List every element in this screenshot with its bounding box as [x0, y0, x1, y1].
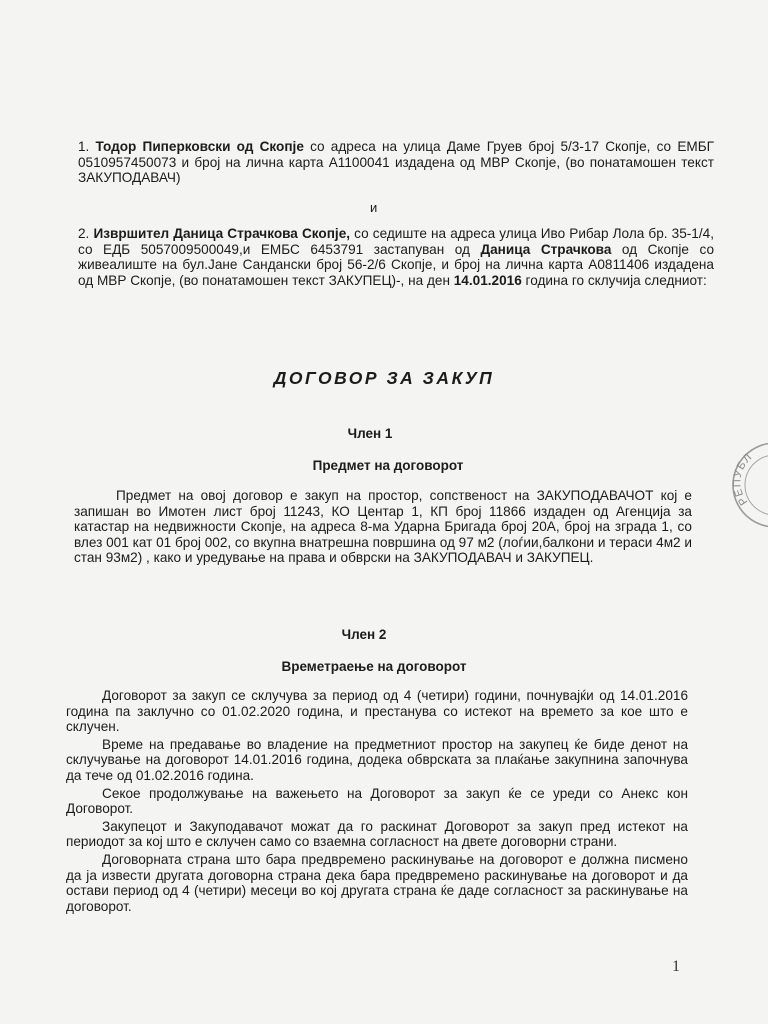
party-1-name: Тодор Пиперковски од Скопје: [95, 139, 304, 154]
article-2-paragraph: Договорот за закуп се склучува за период од 4 (четири) години, почнувајќи од 14.01.2016 година па заклучно со 01.02.2020 година, и престанува со истекот на времето за кое што е склучен.: [66, 688, 688, 735]
party-2-paragraph: [78, 226, 714, 288]
article-1-text: Предмет на овој договор е закуп на простор, сопственост на ЗАКУПОДАВАЧОТ кој е запишан во Имотен лист број 11243, КО Центар 1, КП број 11866 издаден од Агенција за катастар на недвижности Скопје, на адреса 8-ма Ударна Бригада број 20А, број на зграда 1, со влез 001 кат 01 број 002, со вкупна внатрешна површина од 97 м2 (лоѓии,балкони и тераси 4м2 и стан 93м2) , како и уредување на права и обврски на ЗАКУПОДАВАЧ и ЗАКУПЕЦ.: [74, 488, 692, 566]
article-2-subheading: Времетраење на договорот: [281, 659, 467, 674]
article-2-paragraph: Време на предавање во владение на предметниот простор на закупец ќе биде денот на склучување на договорот 14.01.2016 година, додека обврската за плаќање закупнина започнува да тече од 01.02.2016 година.: [66, 736, 688, 783]
party-1-details: со адреса на улица Даме Груев број 5/3-17 Скопје, со ЕМБГ 0510957450073 и број на лична карта А1100041 издадена од МВР Скопје, (во понатамошен текст ЗАКУПОДАВАЧ): [78, 139, 714, 186]
article-1-heading: Член 1: [347, 426, 393, 441]
party-2-representative: Даница Страчкова: [480, 241, 612, 257]
party-1-number: 1.: [78, 139, 96, 154]
party-1-paragraph: [78, 139, 714, 186]
contract-date: 14.01.2016: [453, 272, 522, 288]
official-seal-stamp: [730, 440, 768, 530]
party-2-details-c: година го склучија следниот:: [521, 272, 707, 288]
conjunction: и: [370, 200, 378, 215]
party-2-number: 2.: [78, 226, 94, 241]
page-number: 1: [672, 958, 680, 975]
party-2-name: Извршител Даница Страчкова Скопје,: [93, 226, 351, 241]
article-2-paragraph: Секое продолжување на важењето на Договорот за закуп ќе се уреди со Анекс кон Договорот.: [66, 785, 688, 817]
document-title: ДОГОВОР ЗА ЗАКУП: [273, 368, 495, 388]
party-2-details-b: од Скопје со живеалиште на бул.Јане Сандански број 56-2/6 Скопје, и број на лична карта А0811406 издадена од МВР Скопје, (во понатамошен текст ЗАКУПЕЦ)-, на ден: [78, 241, 714, 288]
article-2-body: [66, 688, 688, 916]
seal-text: РЕПУБЛ: [731, 450, 755, 508]
party-2-details-a: со седиште на адреса улица Иво Рибар Лола бр. 35-1/4, со ЕДБ 5057009500049,и ЕМБС 6453791 застапуван од: [78, 226, 714, 257]
article-2-heading: Член 2: [341, 627, 387, 642]
article-2-paragraph: Договорната страна што бара предвремено раскинување на договорот е должна писмено да ја извести другата договорна страна дека бара предвремено раскинување на договорот и да остави период од 4 (четири) месеци во кој другата страна ќе даде согласност за раскинување на договорот.: [66, 851, 688, 914]
article-1-subheading: Предмет на договорот: [312, 458, 464, 473]
article-2-paragraph: Закупецот и Закуподавачот можат да го раскинат Договорот за закуп пред истекот на периодот за кој што е склучен само со взаемна согласност на двете договорни страни.: [66, 818, 688, 850]
